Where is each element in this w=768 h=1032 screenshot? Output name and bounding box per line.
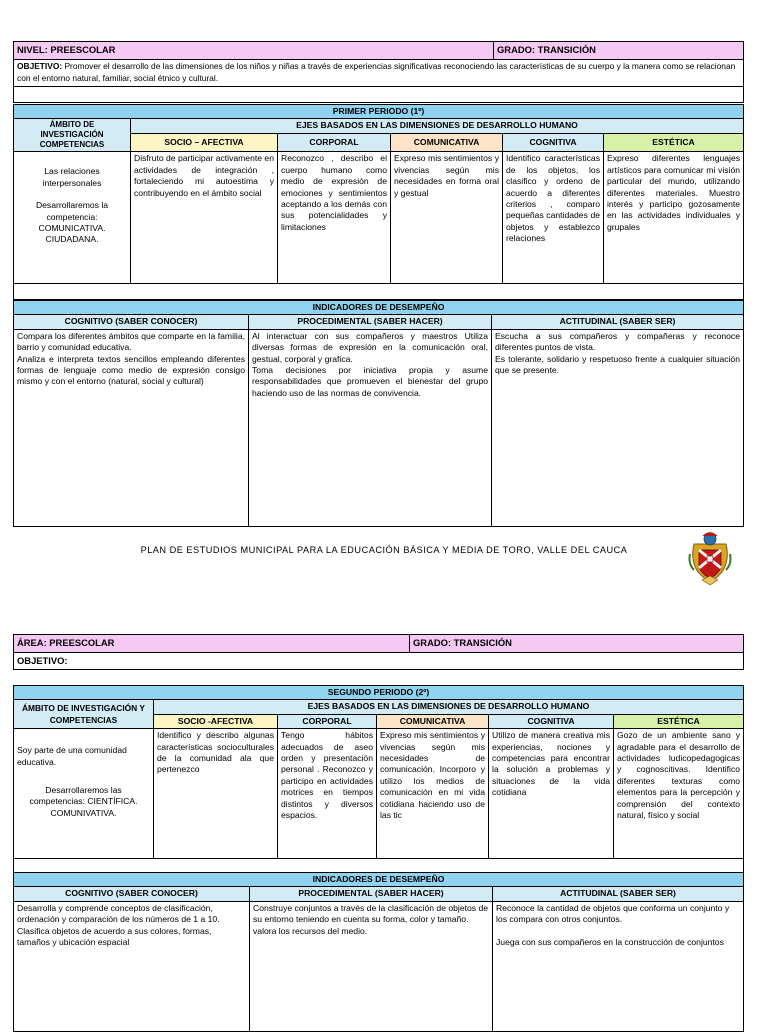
ind-actitudinal-text: Escucha a sus compañeros y compañeras y reconoce diferentes puntos de vista. Es tolerante, solidario y respetuoso frente a cualquier situación que se presente. bbox=[492, 329, 744, 526]
page2-indicadores-table bbox=[13, 872, 743, 1032]
ind-actitudinal-header-2: ACTITUDINAL (SABER SER) bbox=[493, 887, 744, 901]
eje-socio-afectiva-text-2: Identifico y describo algunas características socioculturales de la comunidad ala que pertenezco bbox=[154, 729, 278, 859]
eje-corporal-text: Reconozco , describo el cuerpo humano como medio de expresión de emociones y sentimientos aceptando a los demás con sus potencialidades y limitaciones bbox=[278, 152, 391, 284]
dim-estetica: ESTÉTICA bbox=[604, 134, 744, 152]
ejes-header: EJES BASADOS EN LAS DIMENSIONES DE DESARROLLO HUMANO bbox=[131, 119, 744, 134]
ind-procedimental-text: Al interactuar con sus compañeros y maestros Utiliza diversas formas de expresión en la comunicación oral, gestual, corporal y grafica. Toma decisiones por iniciativa propia y asume responsabilidades que promueven el bienestar del grupo haciendo uso de las normas de convivencia. bbox=[249, 329, 492, 526]
empty-row bbox=[14, 284, 744, 300]
page1-header bbox=[13, 41, 743, 103]
nivel-label: NIVEL: PREESCOLAR bbox=[14, 42, 494, 60]
toro-coat-of-arms-icon bbox=[688, 530, 732, 586]
dim-socio-afectiva: SOCIO – AFECTIVA bbox=[131, 134, 278, 152]
dim-cognitiva: COGNITIVA bbox=[503, 134, 604, 152]
empty-row bbox=[14, 859, 744, 873]
eje-estetica-text: Expreso diferentes lenguajes artísticos para comunicar mi visión particular del mundo, utilizando diferentes materiales. Muestro interés y participo gozosamente en las actividades individuales y grupales bbox=[604, 152, 744, 284]
empty-row bbox=[14, 87, 744, 103]
ind-procedimental-header: PROCEDIMENTAL (SABER HACER) bbox=[249, 315, 492, 329]
objetivo-2: OBJETIVO: bbox=[14, 653, 744, 670]
eje-socio-afectiva-text: Disfruto de participar activamente en actividades de integración , fortaleciendo mi autoestima y contribuyendo en el ámbito social bbox=[131, 152, 278, 284]
ind-procedimental-text-2: Construye conjuntos a través de la clasificación de objetos de su entorno teniendo en cuenta su forma, color y tamaño. valora los recursos del medio. bbox=[250, 901, 493, 1031]
ind-actitudinal-text-2: Reconoce la cantidad de objetos que conforma un conjunto y los compara con otros conjuntos. Juega con sus compañeros en la construcción de conjuntos bbox=[493, 901, 744, 1031]
eje-estetica-text-2: Gozo de un ambiente sano y agradable para el desarrollo de actividades ludicopedagogicas y cognoscitivas. Identifico diferentes texturas como elementos para la percepción y comprensión del contexto natural, físico y social bbox=[614, 729, 744, 859]
eje-comunicativa-text: Expreso mis sentimientos y vivencias según mis necesidades en forma oral y gestual bbox=[391, 152, 503, 284]
page2-header bbox=[13, 634, 743, 670]
periodo-title: PRIMER PERIODO (1º) bbox=[14, 105, 744, 119]
dim-corporal: CORPORAL bbox=[278, 134, 391, 152]
page1-ejes-table bbox=[13, 104, 743, 300]
eje-corporal-text-2: Tengo hábitos adecuados de aseo orden y presentación personal . Reconozco y participo en actividades motrices en tiempos distintos y diversos espacios. bbox=[278, 729, 377, 859]
grado-label-2: GRADO: TRANSICIÓN bbox=[410, 635, 744, 653]
ind-cognitivo-text: Compara los diferentes ámbitos que comparte en la familia, barrio y comunidad educativa. Analiza e interpreta textos sencillos empleando diferentes formas de lenguaje como medio de expresión consigo mismo y con el entorno (natural, social y cultural) bbox=[14, 329, 249, 526]
ambito-content: Las relaciones interpersonales Desarrollaremos la competencia: COMUNICATIVA. CIUDADANA. bbox=[14, 152, 131, 284]
ejes-header-2: EJES BASADOS EN LAS DIMENSIONES DE DESARROLLO HUMANO bbox=[154, 700, 744, 714]
ambito-content-2: Soy parte de una comunidad educativa. Desarrollaremos las competencias: CIENTÍFICA. COMUNIVATIVA. bbox=[14, 729, 154, 859]
objetivo: OBJETIVO: Promover el desarrollo de las dimensiones de los niños y niñas a través de experiencias significativas reconociendo las características de su cuerpo y la manera como se relacionan con el entorno natural, familiar, social étnico y cultural. bbox=[14, 60, 744, 87]
ind-actitudinal-header: ACTITUDINAL (SABER SER) bbox=[492, 315, 744, 329]
dim-comunicativa-2: COMUNICATIVA bbox=[377, 714, 489, 728]
area-label: ÁREA: PREESCOLAR bbox=[14, 635, 410, 653]
eje-cognitiva-text-2: Utilizo de manera creativa mis experiencias, nociones y competencias para encontrar la solución a problemas y situaciones de la vida cotidiana bbox=[489, 729, 614, 859]
ind-procedimental-header-2: PROCEDIMENTAL (SABER HACER) bbox=[250, 887, 493, 901]
grado-label: GRADO: TRANSICIÓN bbox=[494, 42, 744, 60]
dim-socio-afectiva-2: SOCIO -AFECTIVA bbox=[154, 714, 278, 728]
indicadores-title: INDICADORES DE DESEMPEÑO bbox=[14, 301, 744, 315]
dim-estetica-2: ESTÉTICA bbox=[614, 714, 744, 728]
eje-comunicativa-text-2: Expreso mis sentimientos y vivencias según mis necesidades de comunicación. Incorporo y utilizo los medios de comunicación en mi vida cotidiana haciendo uso de las tic bbox=[377, 729, 489, 859]
dim-comunicativa: COMUNICATIVA bbox=[391, 134, 503, 152]
ind-cognitivo-header: COGNITIVO (SABER CONOCER) bbox=[14, 315, 249, 329]
ambito-header-2: ÁMBITO DE INVESTIGACIÓN Y COMPETENCIAS bbox=[14, 700, 154, 729]
page2-ejes-table bbox=[13, 685, 743, 873]
dim-cognitiva-2: COGNITIVA bbox=[489, 714, 614, 728]
indicadores-title-2: INDICADORES DE DESEMPEÑO bbox=[14, 873, 744, 887]
periodo-title-2: SEGUNDO PERIODO (2º) bbox=[14, 686, 744, 700]
ambito-header: ÁMBITO DE INVESTIGACIÓN COMPETENCIAS bbox=[14, 119, 131, 152]
footer-title: PLAN DE ESTUDIOS MUNICIPAL PARA LA EDUCACIÓN BÁSICA Y MEDIA DE TORO, VALLE DEL CAUCA bbox=[140, 545, 628, 555]
page1-indicadores-table bbox=[13, 300, 743, 527]
ind-cognitivo-text-2: Desarrolla y comprende conceptos de clasificación, ordenación y comparación de los números de 1 a 10. Clasifica objetos de acuerdo a sus colores, formas, tamaños y ubicación espacial bbox=[14, 901, 250, 1031]
ind-cognitivo-header-2: COGNITIVO (SABER CONOCER) bbox=[14, 887, 250, 901]
eje-cognitiva-text: Identifico características de los objetos, los clasifico y ordeno de acuerdo a diferentes criterios , comparo pequeñas cantidades de objetos y establezco relaciones bbox=[503, 152, 604, 284]
dim-corporal-2: CORPORAL bbox=[278, 714, 377, 728]
